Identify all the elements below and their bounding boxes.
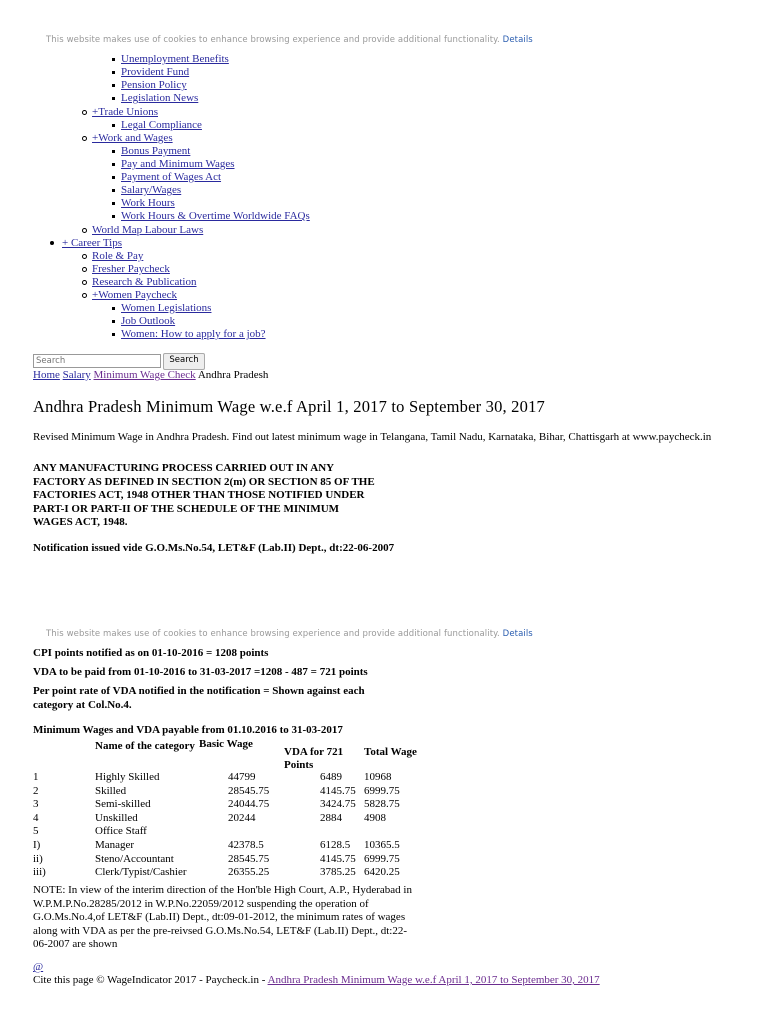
row-category: Office Staff [95,825,147,838]
search-input[interactable] [33,354,161,368]
row-index: iii) [33,866,46,879]
row-index: 2 [33,784,39,797]
nav-link[interactable]: Role & Pay [92,250,144,262]
cite-line [33,974,600,986]
circle-bullet-icon [82,267,87,272]
table-row [33,866,424,880]
square-bullet-icon [112,124,115,127]
square-bullet-icon [112,71,115,74]
square-bullet-icon [112,176,115,179]
disc-bullet-icon [50,241,54,245]
square-bullet-icon [112,189,115,192]
nav-link[interactable]: Legal Compliance [121,119,202,131]
square-bullet-icon [112,163,115,166]
row-category: Steno/Accountant [95,852,174,865]
search-button[interactable]: Search [163,353,205,370]
row-index: 4 [33,811,39,824]
nav-link[interactable]: World Map Labour Laws [92,224,204,236]
row-category: Manager [95,838,135,851]
row-basic-wage: 20244 [228,811,256,824]
notification-text: Notification issued vide G.O.Ms.No.54, LET&F (Lab.II) Dept., dt:22-06-2007 [33,542,395,554]
nav-link[interactable]: Pay and Minimum Wages [121,158,235,170]
table-row [33,812,424,826]
header-basic-wage: Basic Wage [199,738,253,750]
row-category: Highly Skilled [95,771,160,783]
nav-link[interactable]: Unemployment Benefits [121,53,229,65]
circle-bullet-icon [82,110,87,115]
intro-text: Revised Minimum Wage in Andhra Pradesh. Find out latest minimum wage in Telangana, Tamil Nadu, Karnataka, Bihar, Chattisgarh at www.paycheck.in [33,431,712,443]
square-bullet-icon [112,307,115,310]
per-point-rate-text: Per point rate of VDA notified in the notification = Shown against each category at Col.No.4. [33,685,365,711]
square-bullet-icon [112,84,115,87]
cookie-details-link[interactable]: Details [502,629,533,639]
circle-bullet-icon [82,136,87,141]
table-row [33,798,424,812]
nav-item-research-publication[interactable] [92,276,196,289]
row-index: ii) [33,852,43,865]
nav-link[interactable]: Provident Fund [121,66,190,78]
header-vda: VDA for 721 Points [284,746,344,771]
table-caption: Minimum Wages and VDA payable from 01.10.2016 to 31-03-2017 [33,724,343,736]
row-total-wage: 10968 [364,771,392,783]
square-bullet-icon [112,215,115,218]
row-vda: 6128.5 [320,838,351,851]
row-basic-wage [199,825,284,839]
nav-link[interactable]: Fresher Paycheck [92,263,170,275]
table-header-row [33,738,424,771]
row-total-wage: 5828.75 [364,798,400,811]
square-bullet-icon [112,97,115,100]
row-basic-wage: 42378.5 [228,838,264,851]
nav-link[interactable]: Research & Publication [92,276,197,288]
factory-heading: ANY MANUFACTURING PROCESS CARRIED OUT IN ANY FACTORY AS DEFINED IN SECTION 2(m) OR SECTION 85 OF THE FACTORIES ACT, 1948 OTHER THAN THOSE NOTIFIED UNDER PART-I OR PART-II OF THE SCHEDULE OF THE MINIMUM WAGES ACT, 1948. [33,462,375,528]
nav-item-legal-compliance[interactable] [121,119,202,132]
cite-prefix: Cite this page © WageIndicator 2017 - Paycheck.in - [33,974,266,986]
nav-link[interactable]: + Career Tips [62,237,122,249]
table-row [33,839,424,853]
cpi-points-text: CPI points notified as on 01-10-2016 = 1208 points [33,647,269,659]
nav-item-work-hours[interactable] [121,197,175,210]
row-category: Semi-skilled [95,798,151,811]
nav-item-work-hours-overtime-faqs[interactable] [121,210,310,223]
header-index [33,738,95,771]
breadcrumb [33,369,268,381]
nav-link[interactable]: Salary/Wages [121,184,182,196]
breadcrumb-home[interactable]: Home [33,369,60,381]
table-row [33,771,424,785]
nav-link[interactable]: Work Hours & Overtime Worldwide FAQs [121,210,310,222]
at-link[interactable]: @ [33,961,44,973]
nav-item-unemployment-benefits[interactable] [121,53,229,66]
nav-item-women-how-to-apply[interactable] [121,328,266,341]
row-category: Unskilled [95,811,138,824]
row-total-wage: 4908 [364,811,386,824]
nav-link[interactable]: Work Hours [121,197,175,209]
header-total-wage: Total Wage [364,746,417,758]
cookie-details-link[interactable]: Details [502,35,533,45]
nav-item-bonus-payment[interactable] [121,145,190,158]
nav-item-pay-and-minimum-wages[interactable] [121,158,235,171]
row-vda: 6489 [320,771,342,783]
row-total-wage: 6999.75 [364,852,400,865]
nav-item-women-paycheck[interactable] [92,289,177,302]
cookie-notice-repeat [46,629,533,639]
square-bullet-icon [112,58,115,61]
row-basic-wage: 24044.75 [228,798,270,811]
cookie-notice-text: This website makes use of cookies to enhance browsing experience and provide additional functionality. [46,35,500,45]
nav-item-world-map-labour-laws[interactable] [92,224,203,237]
nav-item-role-and-pay[interactable] [92,250,143,263]
row-vda: 2884 [320,811,342,824]
breadcrumb-salary[interactable]: Salary [62,369,91,381]
nav-item-salary-wages[interactable] [121,184,181,197]
row-basic-wage: 28545.75 [228,852,270,865]
row-vda [284,825,364,839]
table-row [33,853,424,867]
circle-bullet-icon [82,280,87,285]
row-index: 1 [33,771,39,783]
nav-link[interactable]: Pension Policy [121,79,187,91]
breadcrumb-current: Andhra Pradesh [197,369,269,381]
row-index: 5 [33,825,39,838]
nav-link[interactable]: Women Legislations [121,302,212,314]
nav-item-fresher-paycheck[interactable] [92,263,170,276]
circle-bullet-icon [82,293,87,298]
nav-link[interactable]: +Women Paycheck [92,289,178,301]
row-vda: 3424.75 [320,798,356,811]
nav-link[interactable]: Bonus Payment [121,145,191,157]
row-basic-wage: 26355.25 [228,866,270,879]
row-basic-wage: 28545.75 [228,784,270,797]
row-total-wage [364,825,424,839]
cite-page-link[interactable]: Andhra Pradesh Minimum Wage w.e.f April 1, 2017 to September 30, 2017 [267,974,600,986]
square-bullet-icon [112,320,115,323]
row-basic-wage: 44799 [228,771,256,783]
cookie-notice-text: This website makes use of cookies to enhance browsing experience and provide additional functionality. [46,629,500,639]
vda-paid-text: VDA to be paid from 01-10-2016 to 31-03-2017 =1208 - 487 = 721 points [33,666,368,678]
row-vda: 4145.75 [320,784,356,797]
cookie-notice [46,35,533,45]
nav-item-provident-fund[interactable] [121,66,189,79]
nav-item-payment-of-wages-act[interactable] [121,171,221,184]
square-bullet-icon [112,150,115,153]
nav-link[interactable]: Job Outlook [121,315,176,327]
header-category: Name of the category [95,740,195,752]
wage-table [33,738,424,880]
nav-item-career-tips[interactable] [62,237,122,250]
note-text: NOTE: In view of the interim direction of the Hon'ble High Court, A.P., Hyderabad in W.P.M.P.No.28285/2012 in W.P.No.22059/2012 suspending the operation of G.O.Ms.No.4,of LET&F (Lab.II) Dept., dt:09-01-2012, the minimum rates of wages along with VDA as per the pre-reivsed G.O.Ms.No.54, LET&F (Lab.II) Dept., dt:22-06-2007 are shown [33,884,412,950]
square-bullet-icon [112,333,115,336]
table-row [33,785,424,799]
nav-link[interactable]: Women: How to apply for a job? [121,328,266,340]
breadcrumb-minimum-wage-check[interactable]: Minimum Wage Check [93,369,196,381]
circle-bullet-icon [82,228,87,233]
nav-item-women-legislations[interactable] [121,302,211,315]
circle-bullet-icon [82,254,87,259]
nav-link[interactable]: +Trade Unions [92,106,158,118]
table-row [33,825,424,839]
row-index: I) [33,838,41,851]
row-vda: 4145.75 [320,852,356,865]
page-title: Andhra Pradesh Minimum Wage w.e.f April 1, 2017 to September 30, 2017 [33,397,545,416]
nav-item-pension-policy[interactable] [121,79,187,92]
nav-item-legislation-news[interactable] [121,92,198,105]
nav-item-work-and-wages[interactable] [92,132,173,145]
row-total-wage: 6420.25 [364,866,400,879]
square-bullet-icon [112,202,115,205]
row-total-wage: 10365.5 [364,838,400,851]
row-category: Clerk/Typist/Cashier [95,866,187,879]
nav-item-job-outlook[interactable] [121,315,175,328]
nav-link[interactable]: Legislation News [121,92,199,104]
nav-item-trade-unions[interactable] [92,106,158,119]
nav-link[interactable]: +Work and Wages [92,132,173,144]
row-category: Skilled [95,784,127,797]
row-total-wage: 6999.75 [364,784,400,797]
nav-link[interactable]: Payment of Wages Act [121,171,222,183]
row-index: 3 [33,798,39,811]
row-vda: 3785.25 [320,866,356,879]
